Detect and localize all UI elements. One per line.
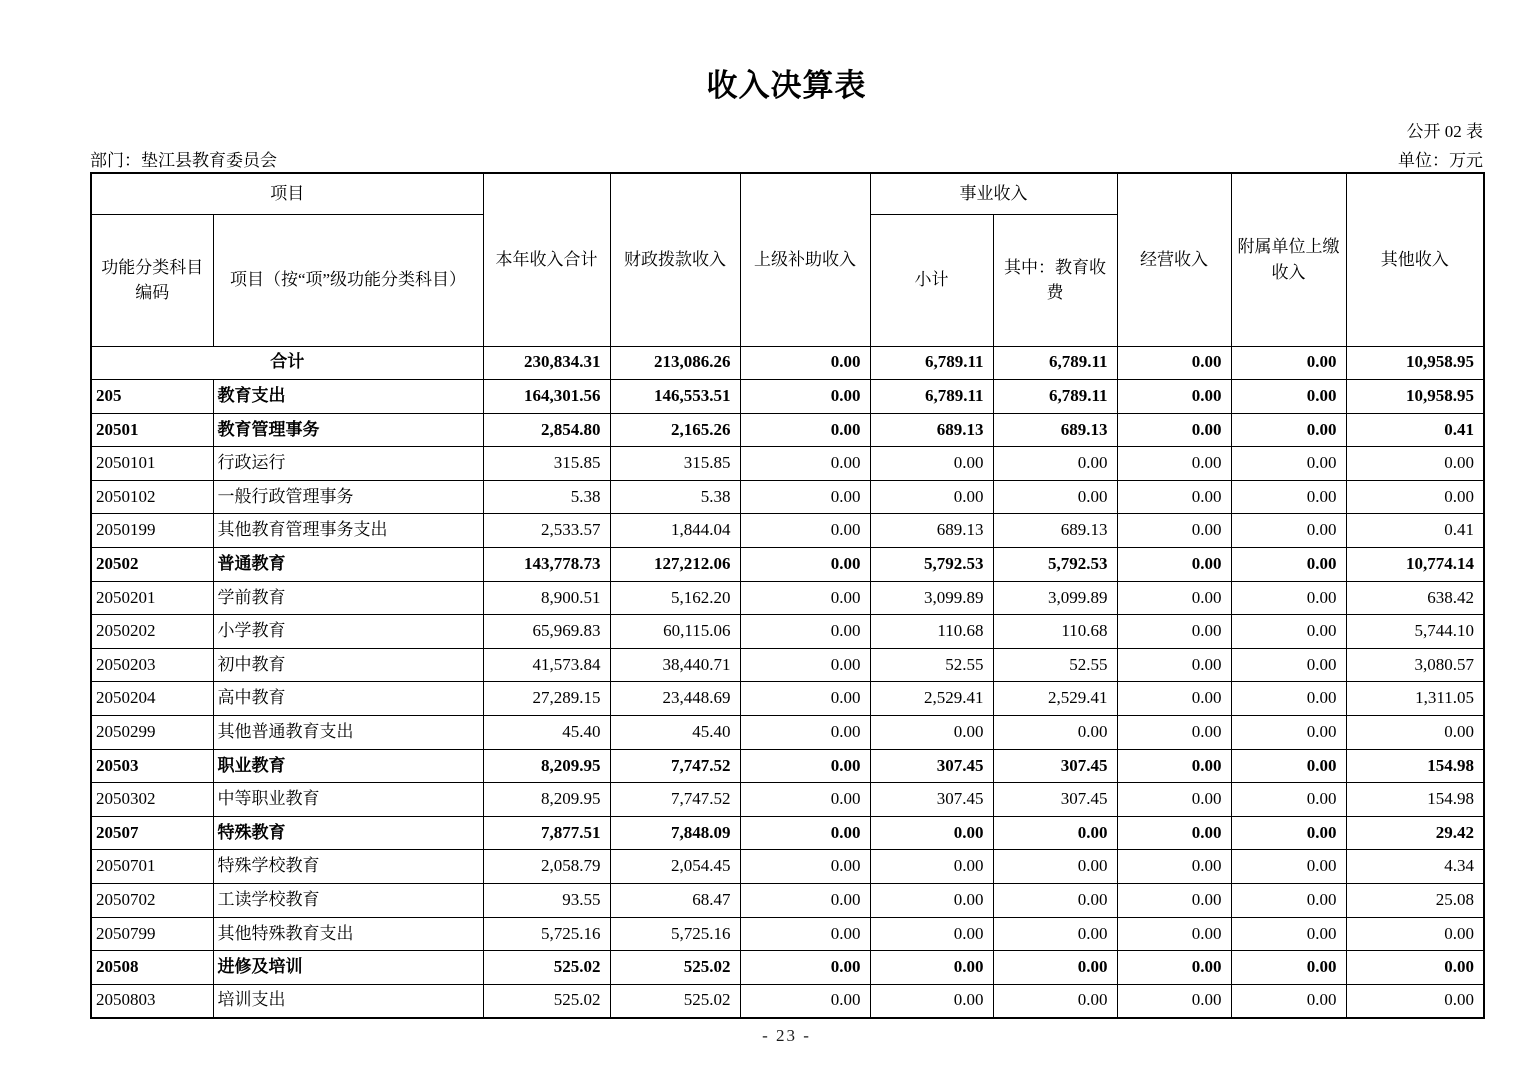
cell-item-name: 其他教育管理事务支出 xyxy=(213,514,483,548)
cell-value: 0.00 xyxy=(993,951,1117,985)
cell-value: 230,834.31 xyxy=(483,346,610,380)
cell-function-code: 20501 xyxy=(91,413,213,447)
cell-value: 0.00 xyxy=(1117,951,1231,985)
cell-value: 0.00 xyxy=(1117,850,1231,884)
cell-value: 0.00 xyxy=(993,984,1117,1018)
cell-value: 2,854.80 xyxy=(483,413,610,447)
cell-value: 6,789.11 xyxy=(870,346,993,380)
cell-value: 8,209.95 xyxy=(483,783,610,817)
cell-value: 0.00 xyxy=(993,884,1117,918)
cell-value: 7,877.51 xyxy=(483,816,610,850)
cell-function-code: 2050202 xyxy=(91,615,213,649)
cell-function-code: 205 xyxy=(91,380,213,414)
cell-value: 0.00 xyxy=(1231,884,1346,918)
cell-item-name: 小学教育 xyxy=(213,615,483,649)
cell-value: 0.00 xyxy=(740,984,870,1018)
cell-value: 0.00 xyxy=(1231,783,1346,817)
cell-value: 2,529.41 xyxy=(993,682,1117,716)
cell-value: 315.85 xyxy=(610,447,740,481)
cell-function-code: 2050204 xyxy=(91,682,213,716)
cell-item-name: 一般行政管理事务 xyxy=(213,480,483,514)
cell-value: 307.45 xyxy=(993,749,1117,783)
cell-value: 0.00 xyxy=(870,447,993,481)
cell-item-name: 教育支出 xyxy=(213,380,483,414)
table-code-label: 公开 02 表 xyxy=(1406,122,1483,141)
cell-value: 27,289.15 xyxy=(483,682,610,716)
table-row xyxy=(91,917,1484,951)
cell-value: 7,747.52 xyxy=(610,783,740,817)
cell-value: 0.00 xyxy=(1117,716,1231,750)
cell-function-code: 20508 xyxy=(91,951,213,985)
cell-value: 65,969.83 xyxy=(483,615,610,649)
table-row xyxy=(91,682,1484,716)
table-row xyxy=(91,480,1484,514)
cell-value: 10,958.95 xyxy=(1346,346,1484,380)
cell-value: 2,529.41 xyxy=(870,682,993,716)
cell-value: 10,774.14 xyxy=(1346,548,1484,582)
cell-value: 0.00 xyxy=(1117,648,1231,682)
cell-value: 0.00 xyxy=(870,480,993,514)
cell-value: 0.00 xyxy=(1231,548,1346,582)
cell-value: 154.98 xyxy=(1346,783,1484,817)
cell-value: 0.00 xyxy=(740,850,870,884)
header-other-income: 其他收入 xyxy=(1346,173,1484,346)
header-business-income-group: 事业收入 xyxy=(870,173,1117,214)
cell-value: 0.00 xyxy=(1117,447,1231,481)
cell-value: 5,725.16 xyxy=(610,917,740,951)
cell-value: 0.00 xyxy=(1117,816,1231,850)
cell-value: 0.00 xyxy=(1231,447,1346,481)
cell-value: 0.00 xyxy=(1231,581,1346,615)
header-total-income: 本年收入合计 xyxy=(483,173,610,346)
cell-value: 68.47 xyxy=(610,884,740,918)
table-row xyxy=(91,346,1484,380)
cell-value: 0.00 xyxy=(1231,682,1346,716)
cell-value: 0.00 xyxy=(740,548,870,582)
cell-item-name: 特殊教育 xyxy=(213,816,483,850)
cell-value: 2,533.57 xyxy=(483,514,610,548)
cell-value: 0.00 xyxy=(1117,749,1231,783)
cell-item-name: 其他普通教育支出 xyxy=(213,716,483,750)
cell-item-name: 高中教育 xyxy=(213,682,483,716)
header-superior-subsidy: 上级补助收入 xyxy=(740,173,870,346)
cell-value: 23,448.69 xyxy=(610,682,740,716)
cell-value: 0.00 xyxy=(1346,447,1484,481)
cell-value: 0.00 xyxy=(1231,951,1346,985)
page-title: 收入决算表 xyxy=(706,68,867,103)
cell-value: 0.00 xyxy=(740,648,870,682)
table-row xyxy=(91,548,1484,582)
cell-value: 0.00 xyxy=(1117,346,1231,380)
cell-value: 2,054.45 xyxy=(610,850,740,884)
cell-value: 307.45 xyxy=(870,783,993,817)
table-row xyxy=(91,581,1484,615)
cell-item-name: 普通教育 xyxy=(213,548,483,582)
header-function-code: 功能分类科目编码 xyxy=(91,214,213,346)
cell-value: 8,209.95 xyxy=(483,749,610,783)
cell-value: 41,573.84 xyxy=(483,648,610,682)
cell-value: 0.00 xyxy=(1117,615,1231,649)
cell-value: 0.41 xyxy=(1346,514,1484,548)
cell-value: 0.00 xyxy=(870,984,993,1018)
cell-function-code: 2050701 xyxy=(91,850,213,884)
cell-value: 6,789.11 xyxy=(993,380,1117,414)
cell-value: 0.00 xyxy=(740,346,870,380)
cell-value: 0.00 xyxy=(740,917,870,951)
cell-value: 0.00 xyxy=(993,917,1117,951)
cell-value: 5,725.16 xyxy=(483,917,610,951)
cell-value: 0.00 xyxy=(740,480,870,514)
cell-value: 0.00 xyxy=(740,581,870,615)
table-row xyxy=(91,380,1484,414)
cell-value: 0.00 xyxy=(1231,380,1346,414)
header-subtotal: 小计 xyxy=(870,214,993,346)
header-row-groups xyxy=(91,173,1484,214)
cell-value: 0.00 xyxy=(740,413,870,447)
cell-row-label: 合计 xyxy=(91,346,483,380)
cell-value: 315.85 xyxy=(483,447,610,481)
cell-value: 689.13 xyxy=(993,514,1117,548)
cell-function-code: 2050201 xyxy=(91,581,213,615)
cell-value: 0.00 xyxy=(1117,984,1231,1018)
cell-value: 0.00 xyxy=(1346,917,1484,951)
cell-value: 93.55 xyxy=(483,884,610,918)
cell-value: 0.00 xyxy=(1231,346,1346,380)
cell-function-code: 2050803 xyxy=(91,984,213,1018)
cell-value: 0.00 xyxy=(1231,648,1346,682)
cell-value: 60,115.06 xyxy=(610,615,740,649)
income-final-accounts-table xyxy=(90,172,1485,1019)
cell-value: 5,162.20 xyxy=(610,581,740,615)
cell-value: 0.00 xyxy=(1117,413,1231,447)
table-row xyxy=(91,413,1484,447)
cell-function-code: 20507 xyxy=(91,816,213,850)
cell-value: 525.02 xyxy=(483,984,610,1018)
table-row xyxy=(91,951,1484,985)
cell-value: 0.00 xyxy=(1231,615,1346,649)
cell-function-code: 2050203 xyxy=(91,648,213,682)
cell-value: 5,792.53 xyxy=(993,548,1117,582)
cell-value: 154.98 xyxy=(1346,749,1484,783)
cell-value: 52.55 xyxy=(870,648,993,682)
cell-value: 25.08 xyxy=(1346,884,1484,918)
cell-value: 7,747.52 xyxy=(610,749,740,783)
cell-value: 525.02 xyxy=(610,951,740,985)
cell-function-code: 20503 xyxy=(91,749,213,783)
cell-item-name: 其他特殊教育支出 xyxy=(213,917,483,951)
cell-value: 0.00 xyxy=(993,447,1117,481)
unit-label: 单位：万元 xyxy=(1398,151,1483,170)
cell-value: 2,165.26 xyxy=(610,413,740,447)
cell-value: 45.40 xyxy=(483,716,610,750)
header-operating-income: 经营收入 xyxy=(1117,173,1231,346)
cell-value: 0.00 xyxy=(1231,917,1346,951)
cell-value: 689.13 xyxy=(870,514,993,548)
cell-value: 0.00 xyxy=(1231,749,1346,783)
cell-function-code: 2050101 xyxy=(91,447,213,481)
table-row xyxy=(91,716,1484,750)
table-row xyxy=(91,850,1484,884)
cell-value: 0.00 xyxy=(1231,413,1346,447)
cell-value: 0.00 xyxy=(993,816,1117,850)
cell-value: 0.00 xyxy=(1117,917,1231,951)
cell-value: 0.00 xyxy=(1117,380,1231,414)
cell-function-code: 2050199 xyxy=(91,514,213,548)
table-row xyxy=(91,749,1484,783)
cell-value: 0.00 xyxy=(740,816,870,850)
cell-function-code: 2050299 xyxy=(91,716,213,750)
table-row xyxy=(91,984,1484,1018)
cell-value: 8,900.51 xyxy=(483,581,610,615)
cell-value: 7,848.09 xyxy=(610,816,740,850)
cell-value: 29.42 xyxy=(1346,816,1484,850)
department-label: 部门：垫江县教育委员会 xyxy=(90,151,277,170)
cell-value: 0.00 xyxy=(1117,514,1231,548)
cell-value: 0.00 xyxy=(870,951,993,985)
table-header xyxy=(91,173,1484,346)
cell-value: 5.38 xyxy=(483,480,610,514)
cell-value: 0.00 xyxy=(870,917,993,951)
cell-value: 127,212.06 xyxy=(610,548,740,582)
cell-item-name: 中等职业教育 xyxy=(213,783,483,817)
cell-value: 0.00 xyxy=(1117,783,1231,817)
cell-value: 0.00 xyxy=(870,816,993,850)
header-item-group: 项目 xyxy=(91,173,483,214)
cell-value: 0.00 xyxy=(993,850,1117,884)
cell-value: 110.68 xyxy=(870,615,993,649)
cell-item-name: 学前教育 xyxy=(213,581,483,615)
cell-value: 0.00 xyxy=(993,480,1117,514)
cell-value: 110.68 xyxy=(993,615,1117,649)
cell-value: 0.00 xyxy=(1117,884,1231,918)
cell-item-name: 初中教育 xyxy=(213,648,483,682)
cell-value: 0.00 xyxy=(870,716,993,750)
table-row xyxy=(91,447,1484,481)
header-item-name: 项目（按“项”级功能分类科目） xyxy=(213,214,483,346)
cell-value: 0.00 xyxy=(740,783,870,817)
cell-value: 0.41 xyxy=(1346,413,1484,447)
cell-value: 0.00 xyxy=(1117,548,1231,582)
cell-value: 5,744.10 xyxy=(1346,615,1484,649)
cell-value: 307.45 xyxy=(993,783,1117,817)
cell-function-code: 2050302 xyxy=(91,783,213,817)
cell-value: 0.00 xyxy=(1231,480,1346,514)
cell-function-code: 2050702 xyxy=(91,884,213,918)
header-education-fee: 其中：教育收费 xyxy=(993,214,1117,346)
cell-value: 0.00 xyxy=(1231,716,1346,750)
table-row xyxy=(91,648,1484,682)
cell-value: 1,844.04 xyxy=(610,514,740,548)
cell-value: 0.00 xyxy=(740,951,870,985)
cell-value: 0.00 xyxy=(1346,951,1484,985)
cell-value: 6,789.11 xyxy=(870,380,993,414)
cell-value: 52.55 xyxy=(993,648,1117,682)
cell-value: 0.00 xyxy=(1231,816,1346,850)
cell-function-code: 2050799 xyxy=(91,917,213,951)
cell-item-name: 教育管理事务 xyxy=(213,413,483,447)
cell-value: 0.00 xyxy=(870,850,993,884)
cell-value: 0.00 xyxy=(1117,682,1231,716)
table-row xyxy=(91,884,1484,918)
cell-value: 525.02 xyxy=(483,951,610,985)
header-affiliated-income: 附属单位上缴收入 xyxy=(1231,173,1346,346)
page-number: - 23 - xyxy=(762,1026,811,1045)
cell-value: 146,553.51 xyxy=(610,380,740,414)
cell-value: 0.00 xyxy=(1117,480,1231,514)
cell-value: 0.00 xyxy=(870,884,993,918)
cell-item-name: 职业教育 xyxy=(213,749,483,783)
meta-line xyxy=(90,146,1483,171)
table-row xyxy=(91,816,1484,850)
cell-value: 0.00 xyxy=(1117,581,1231,615)
cell-value: 307.45 xyxy=(870,749,993,783)
cell-item-name: 工读学校教育 xyxy=(213,884,483,918)
cell-value: 5,792.53 xyxy=(870,548,993,582)
cell-item-name: 进修及培训 xyxy=(213,951,483,985)
table-row xyxy=(91,783,1484,817)
cell-value: 0.00 xyxy=(1346,984,1484,1018)
cell-value: 638.42 xyxy=(1346,581,1484,615)
cell-value: 0.00 xyxy=(1231,984,1346,1018)
cell-value: 38,440.71 xyxy=(610,648,740,682)
cell-value: 0.00 xyxy=(740,514,870,548)
cell-item-name: 特殊学校教育 xyxy=(213,850,483,884)
cell-value: 1,311.05 xyxy=(1346,682,1484,716)
cell-value: 0.00 xyxy=(740,749,870,783)
cell-item-name: 行政运行 xyxy=(213,447,483,481)
header-fiscal-appropriation: 财政拨款收入 xyxy=(610,173,740,346)
cell-value: 0.00 xyxy=(740,380,870,414)
cell-value: 689.13 xyxy=(870,413,993,447)
cell-value: 5.38 xyxy=(610,480,740,514)
table-row xyxy=(91,615,1484,649)
cell-value: 10,958.95 xyxy=(1346,380,1484,414)
cell-value: 0.00 xyxy=(1346,480,1484,514)
cell-value: 0.00 xyxy=(1231,514,1346,548)
cell-value: 6,789.11 xyxy=(993,346,1117,380)
cell-value: 3,080.57 xyxy=(1346,648,1484,682)
cell-value: 3,099.89 xyxy=(993,581,1117,615)
cell-value: 4.34 xyxy=(1346,850,1484,884)
cell-value: 0.00 xyxy=(740,447,870,481)
cell-value: 164,301.56 xyxy=(483,380,610,414)
cell-value: 0.00 xyxy=(740,615,870,649)
table-body xyxy=(91,346,1484,1018)
cell-value: 0.00 xyxy=(993,716,1117,750)
cell-value: 525.02 xyxy=(610,984,740,1018)
cell-value: 0.00 xyxy=(740,716,870,750)
cell-value: 143,778.73 xyxy=(483,548,610,582)
cell-value: 45.40 xyxy=(610,716,740,750)
cell-value: 2,058.79 xyxy=(483,850,610,884)
cell-value: 3,099.89 xyxy=(870,581,993,615)
cell-value: 0.00 xyxy=(740,682,870,716)
cell-function-code: 2050102 xyxy=(91,480,213,514)
cell-value: 0.00 xyxy=(1346,716,1484,750)
cell-value: 0.00 xyxy=(740,884,870,918)
cell-value: 0.00 xyxy=(1231,850,1346,884)
cell-value: 213,086.26 xyxy=(610,346,740,380)
cell-value: 689.13 xyxy=(993,413,1117,447)
cell-function-code: 20502 xyxy=(91,548,213,582)
cell-item-name: 培训支出 xyxy=(213,984,483,1018)
table-row xyxy=(91,514,1484,548)
